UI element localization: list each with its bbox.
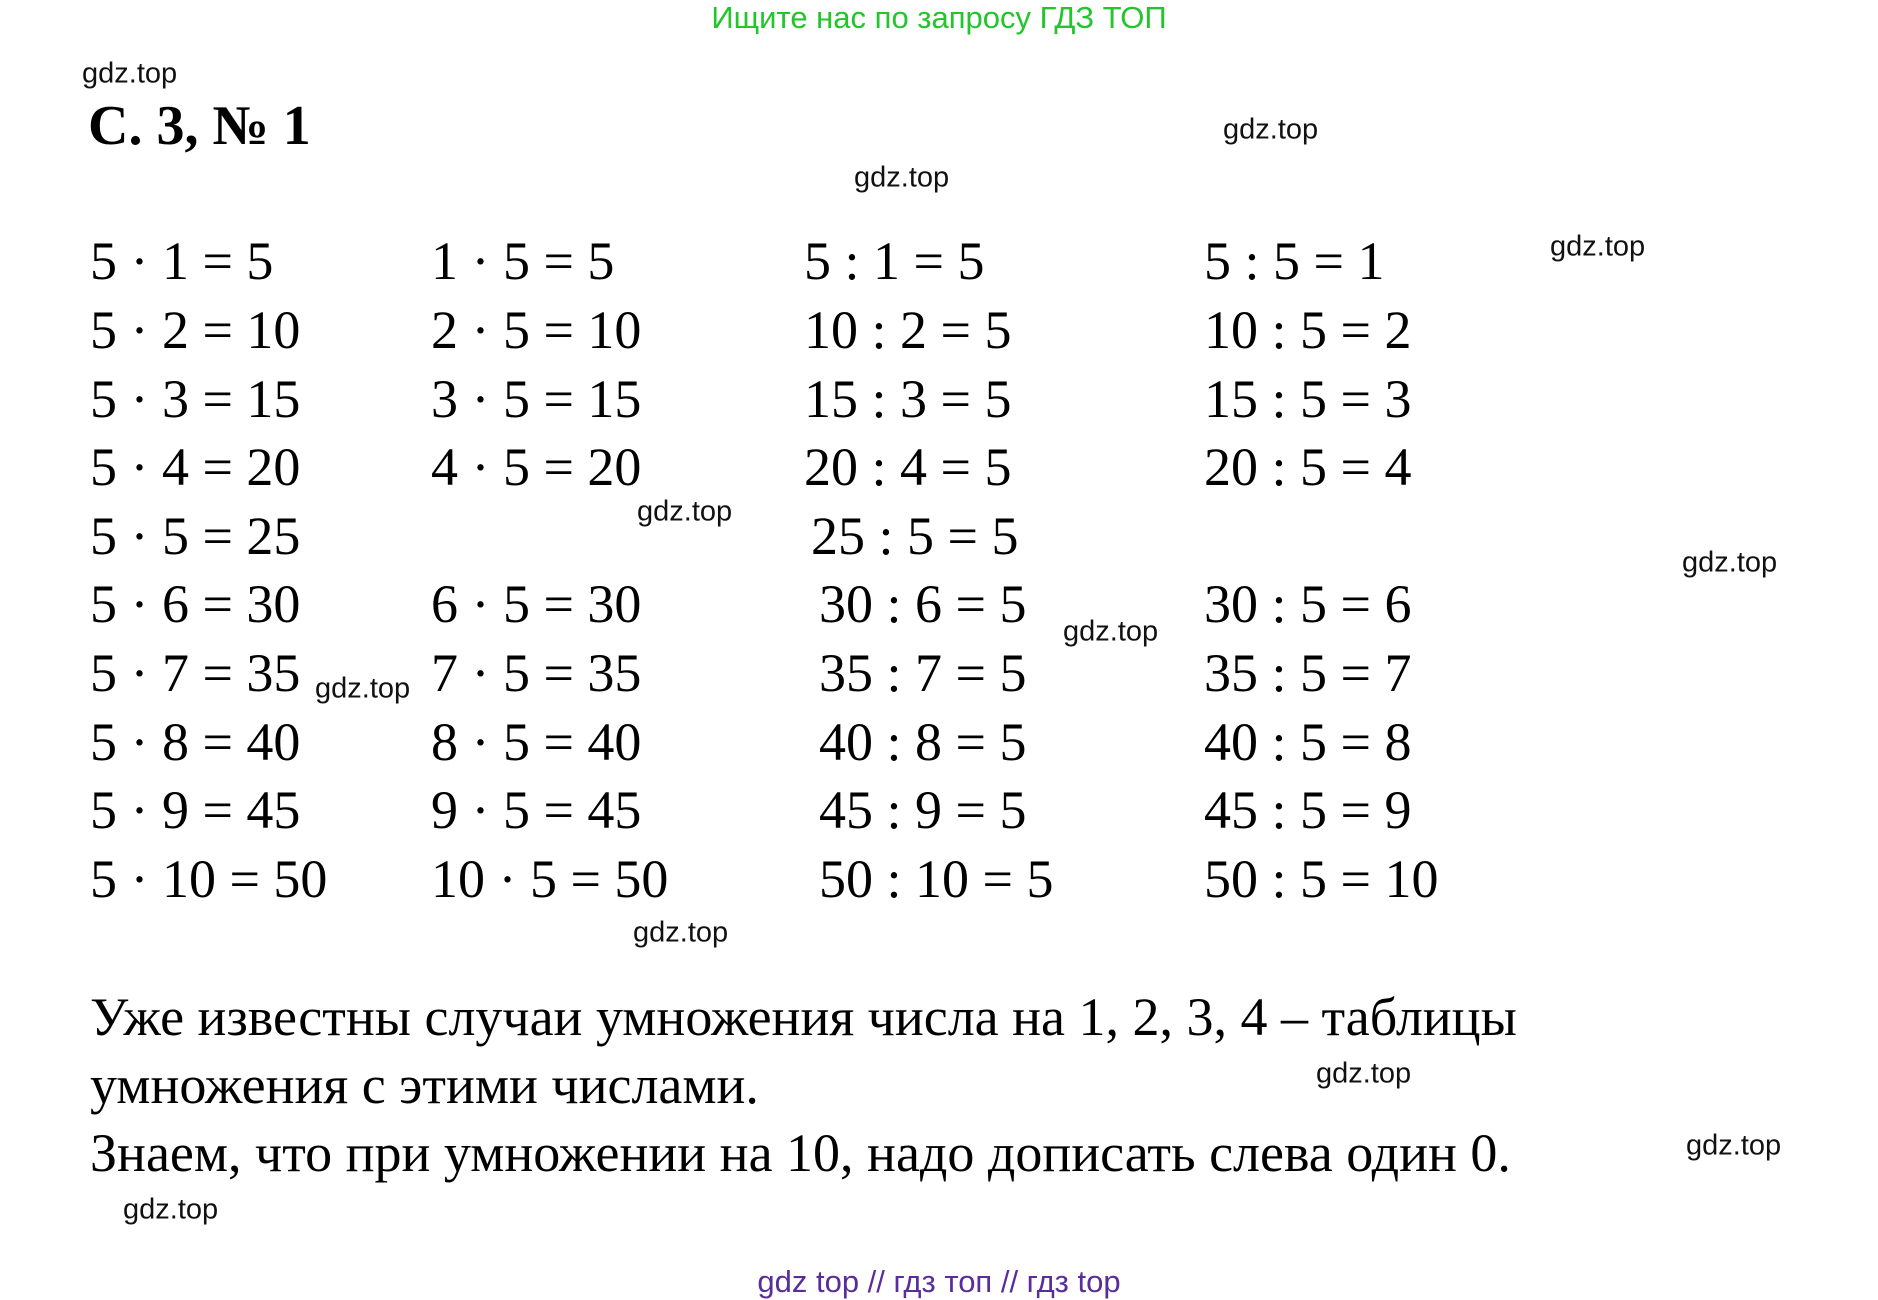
- equation-div-by-n: 15 : 3 = 5: [804, 369, 1012, 429]
- explanation-line-1: Уже известны случаи умножения числа на 1, 2, 3, 4 – таблицы: [90, 987, 1517, 1047]
- watermark: gdz.top: [633, 916, 729, 949]
- equation-div-by-n: 25 : 5 = 5: [811, 506, 1019, 566]
- watermark: gdz.top: [315, 672, 411, 705]
- equation-mul-five-second: 6 · 5 = 30: [431, 574, 642, 634]
- footer-links: gdz top // гдз топ // гдз top: [757, 1264, 1121, 1299]
- watermark: gdz.top: [1316, 1057, 1412, 1090]
- equation-mul-five-first: 5 · 8 = 40: [90, 712, 301, 772]
- search-banner: Ищите нас по запросу ГДЗ ТОП: [711, 0, 1167, 35]
- equation-div-by-five: 40 : 5 = 8: [1204, 712, 1412, 772]
- equation-mul-five-second: 3 · 5 = 15: [431, 369, 642, 429]
- watermark: gdz.top: [82, 57, 178, 90]
- equation-mul-five-second: 9 · 5 = 45: [431, 780, 642, 840]
- explanation-line-2: умножения с этими числами.: [90, 1055, 759, 1115]
- equation-div-by-five: 5 : 5 = 1: [1204, 231, 1385, 291]
- watermark: gdz.top: [1686, 1129, 1782, 1162]
- equation-div-by-five: 35 : 5 = 7: [1204, 643, 1412, 703]
- equation-div-by-n: 20 : 4 = 5: [804, 437, 1012, 497]
- explanation-paragraph: [90, 983, 1808, 1119]
- equation-mul-five-first: 5 · 2 = 10: [90, 300, 301, 360]
- equation-mul-five-first: 5 · 7 = 35: [90, 643, 301, 703]
- watermark: gdz.top: [1682, 546, 1778, 579]
- watermark: gdz.top: [1550, 230, 1646, 263]
- equation-div-by-five: 20 : 5 = 4: [1204, 437, 1412, 497]
- equation-mul-five-second: 10 · 5 = 50: [431, 849, 669, 909]
- watermark: gdz.top: [123, 1193, 219, 1226]
- equation-div-by-n: 5 : 1 = 5: [804, 231, 985, 291]
- equation-mul-five-second: 4 · 5 = 20: [431, 437, 642, 497]
- equation-mul-five-first: 5 · 6 = 30: [90, 574, 301, 634]
- equation-div-by-five: 15 : 5 = 3: [1204, 369, 1412, 429]
- equation-div-by-n: 40 : 8 = 5: [819, 712, 1027, 772]
- page-title: С. 3, № 1: [88, 95, 311, 157]
- watermark: gdz.top: [1223, 113, 1319, 146]
- watermark: gdz.top: [1063, 615, 1159, 648]
- equation-mul-five-first: 5 · 10 = 50: [90, 849, 328, 909]
- watermark: gdz.top: [854, 161, 950, 194]
- equation-mul-five-first: 5 · 9 = 45: [90, 780, 301, 840]
- equation-div-by-n: 45 : 9 = 5: [819, 780, 1027, 840]
- equation-div-by-five: 45 : 5 = 9: [1204, 780, 1412, 840]
- equation-mul-five-second: 1 · 5 = 5: [431, 231, 615, 291]
- equation-mul-five-second: 2 · 5 = 10: [431, 300, 642, 360]
- equation-div-by-n: 50 : 10 = 5: [819, 849, 1054, 909]
- equation-mul-five-second: 8 · 5 = 40: [431, 712, 642, 772]
- equation-mul-five-first: 5 · 3 = 15: [90, 369, 301, 429]
- equation-div-by-n: 10 : 2 = 5: [804, 300, 1012, 360]
- equation-mul-five-second: 7 · 5 = 35: [431, 643, 642, 703]
- explanation-line-3: Знаем, что при умножении на 10, надо дописать слева один 0.: [90, 1123, 1511, 1183]
- equation-div-by-n: 30 : 6 = 5: [819, 574, 1027, 634]
- equation-div-by-n: 35 : 7 = 5: [819, 643, 1027, 703]
- equation-div-by-five: 50 : 5 = 10: [1204, 849, 1439, 909]
- equation-mul-five-first: 5 · 1 = 5: [90, 231, 274, 291]
- equation-div-by-five: 10 : 5 = 2: [1204, 300, 1412, 360]
- watermark: gdz.top: [637, 495, 733, 528]
- equation-div-by-five: 30 : 5 = 6: [1204, 574, 1412, 634]
- equation-mul-five-first: 5 · 5 = 25: [90, 506, 301, 566]
- equation-mul-five-first: 5 · 4 = 20: [90, 437, 301, 497]
